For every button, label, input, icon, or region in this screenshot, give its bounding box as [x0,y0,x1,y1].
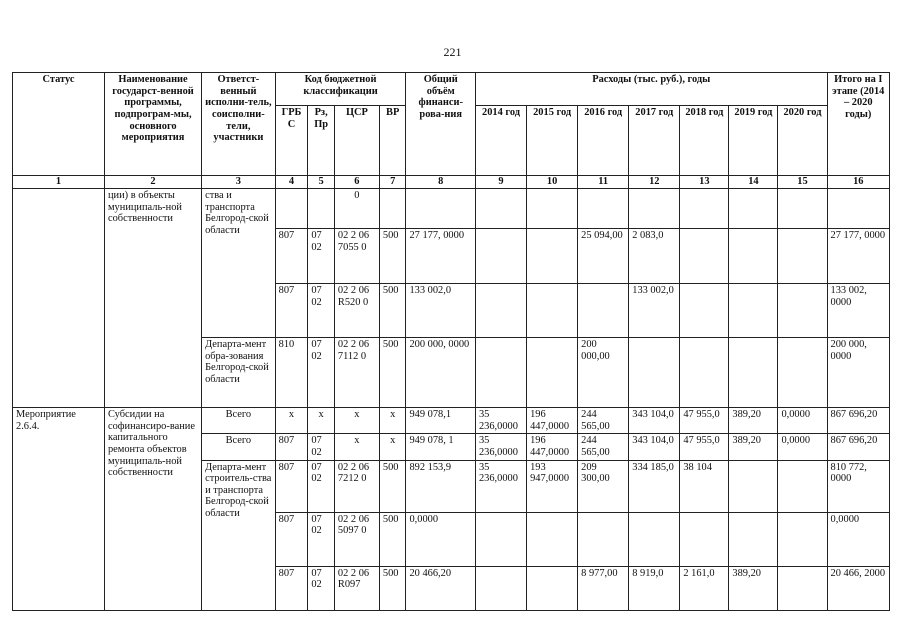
col-number: 12 [629,176,680,189]
y2017-cell: 343 104,0 [629,408,680,434]
y2018-cell: 38 104 [680,460,729,512]
col-number: 4 [275,176,308,189]
vr-cell: 500 [379,512,406,566]
status-cell: Мероприятие 2.6.4. [13,408,105,611]
header-expenses-group: Расходы (тыс. руб.), годы [475,73,827,106]
csr-cell: 02 2 06 7212 0 [334,460,379,512]
header-2016: 2016 год [578,106,629,176]
y2020-cell: 0,0000 [778,408,827,434]
rzpr-cell: 07 02 [308,284,335,338]
vr-cell: 500 [379,566,406,610]
stage-cell: 810 772, 0000 [827,460,889,512]
grbs-cell: 807 [275,434,308,460]
col-number: 16 [827,176,889,189]
stage-cell: 200 000, 0000 [827,338,889,408]
column-number-row [13,176,890,189]
y2017-cell: 334 185,0 [629,460,680,512]
responsible-cell: Департа-мент строитель-ства и транспорта Белгород-ской области [202,460,276,610]
y2018-cell: 2 161,0 [680,566,729,610]
header-2014: 2014 год [475,106,526,176]
budget-table [12,72,890,611]
table-row [13,408,890,434]
header-total: Общий объём финанси-рова-ния [406,73,476,176]
vr-cell: 500 [379,338,406,408]
stage-cell: 0,0000 [827,512,889,566]
y2017-cell: 2 083,0 [629,229,680,284]
page-number: 221 [443,45,462,59]
header-stage: Итого на I этапе (2014 – 2020 годы) [827,73,889,176]
total-cell: 20 466,20 [406,566,476,610]
col-number: 2 [104,176,201,189]
y2014-cell: 35 236,0000 [475,434,526,460]
col-number: 6 [334,176,379,189]
y2019-cell: 389,20 [729,566,778,610]
header-responsible: Ответст-венный исполни-тель, соисполни-тели, участники [202,73,276,176]
csr-cell: 02 2 06 7112 0 [334,338,379,408]
vr-cell: 500 [379,460,406,512]
col-number: 9 [475,176,526,189]
y2016-cell: 200 000,00 [578,338,629,408]
y2014-cell: 35 236,0000 [475,460,526,512]
responsible-cell: Всего [202,408,276,434]
stage-cell: 27 177, 0000 [827,229,889,284]
grbs-cell: 810 [275,338,308,408]
header-row [13,73,890,106]
header-status: Статус [13,73,105,176]
total-cell: 949 078,1 [406,408,476,434]
rzpr-cell: 07 02 [308,512,335,566]
stage-cell: 867 696,20 [827,434,889,460]
grbs-cell: 807 [275,460,308,512]
col-number: 15 [778,176,827,189]
grbs-cell: 807 [275,512,308,566]
csr-cell: х [334,434,379,460]
y2015-cell: 196 447,0000 [527,434,578,460]
rzpr-cell: 07 02 [308,338,335,408]
y2019-cell: 389,20 [729,434,778,460]
csr-cell: х [334,408,379,434]
program-name-cell: ции) в объекты муниципаль-ной собственности [104,189,201,408]
col-number: 1 [13,176,105,189]
header-rzpr: Рз, Пр [308,106,335,176]
y2018-cell: 47 955,0 [680,408,729,434]
vr-cell: х [379,434,406,460]
col-number: 10 [527,176,578,189]
header-2015: 2015 год [527,106,578,176]
col-number: 13 [680,176,729,189]
y2016-cell: 244 565,00 [578,408,629,434]
col-number: 8 [406,176,476,189]
y2019-cell: 389,20 [729,408,778,434]
vr-cell: 500 [379,284,406,338]
col-number: 14 [729,176,778,189]
total-cell: 200 000, 0000 [406,338,476,408]
total-cell: 892 153,9 [406,460,476,512]
header-code-group: Код бюджетной классификации [275,73,406,106]
grbs-cell: 807 [275,229,308,284]
header-2019: 2019 год [729,106,778,176]
total-cell: 0,0000 [406,512,476,566]
rzpr-cell: х [308,408,335,434]
program-name-cell: Субсидии на софинансиро-вание капитального ремонта объектов муниципаль-ной собственности [104,408,201,611]
grbs-cell: 807 [275,284,308,338]
y2017-cell: 8 919,0 [629,566,680,610]
header-vr: ВР [379,106,406,176]
rzpr-cell: 07 02 [308,229,335,284]
grbs-cell: х [275,408,308,434]
y2016-cell: 244 565,00 [578,434,629,460]
responsible-cell: Департа-мент обра-зования Белгород-ской области [202,338,276,408]
csr-cell: 02 2 06 R520 0 [334,284,379,338]
header-name: Наименование государст-венной программы, подпрограм-мы, основного мероприятия [104,73,201,176]
stage-cell: 867 696,20 [827,408,889,434]
y2020-cell: 0,0000 [778,434,827,460]
header-grbs: ГРБ С [275,106,308,176]
y2016-cell: 8 977,00 [578,566,629,610]
col-number: 5 [308,176,335,189]
header-csr: ЦСР [334,106,379,176]
rzpr-cell: 07 02 [308,566,335,610]
total-cell: 949 078, 1 [406,434,476,460]
responsible-cell: ства и транспорта Белгород-ской области [202,189,276,338]
y2017-cell: 343 104,0 [629,434,680,460]
col-number: 3 [202,176,276,189]
y2017-cell: 133 002,0 [629,284,680,338]
rzpr-cell: 07 02 [308,434,335,460]
stage-cell: 20 466, 2000 [827,566,889,610]
col-number: 7 [379,176,406,189]
header-2017: 2017 год [629,106,680,176]
header-2018: 2018 год [680,106,729,176]
rzpr-cell: 07 02 [308,460,335,512]
y2015-cell: 193 947,0000 [527,460,578,512]
col-number: 11 [578,176,629,189]
table-row [13,189,890,229]
csr-cell: 02 2 06 5097 0 [334,512,379,566]
y2016-cell: 25 094,00 [578,229,629,284]
y2018-cell: 47 955,0 [680,434,729,460]
csr-cell: 02 2 06 7055 0 [334,229,379,284]
grbs-cell: 807 [275,566,308,610]
responsible-cell: Всего [202,434,276,460]
vr-cell: х [379,408,406,434]
y2015-cell: 196 447,0000 [527,408,578,434]
vr-cell: 500 [379,229,406,284]
y2014-cell: 35 236,0000 [475,408,526,434]
header-2020: 2020 год [778,106,827,176]
csr-cell: 0 [334,189,379,229]
csr-cell: 02 2 06 R097 [334,566,379,610]
total-cell: 133 002,0 [406,284,476,338]
stage-cell: 133 002, 0000 [827,284,889,338]
y2016-cell: 209 300,00 [578,460,629,512]
status-cell [13,189,105,408]
total-cell: 27 177, 0000 [406,229,476,284]
